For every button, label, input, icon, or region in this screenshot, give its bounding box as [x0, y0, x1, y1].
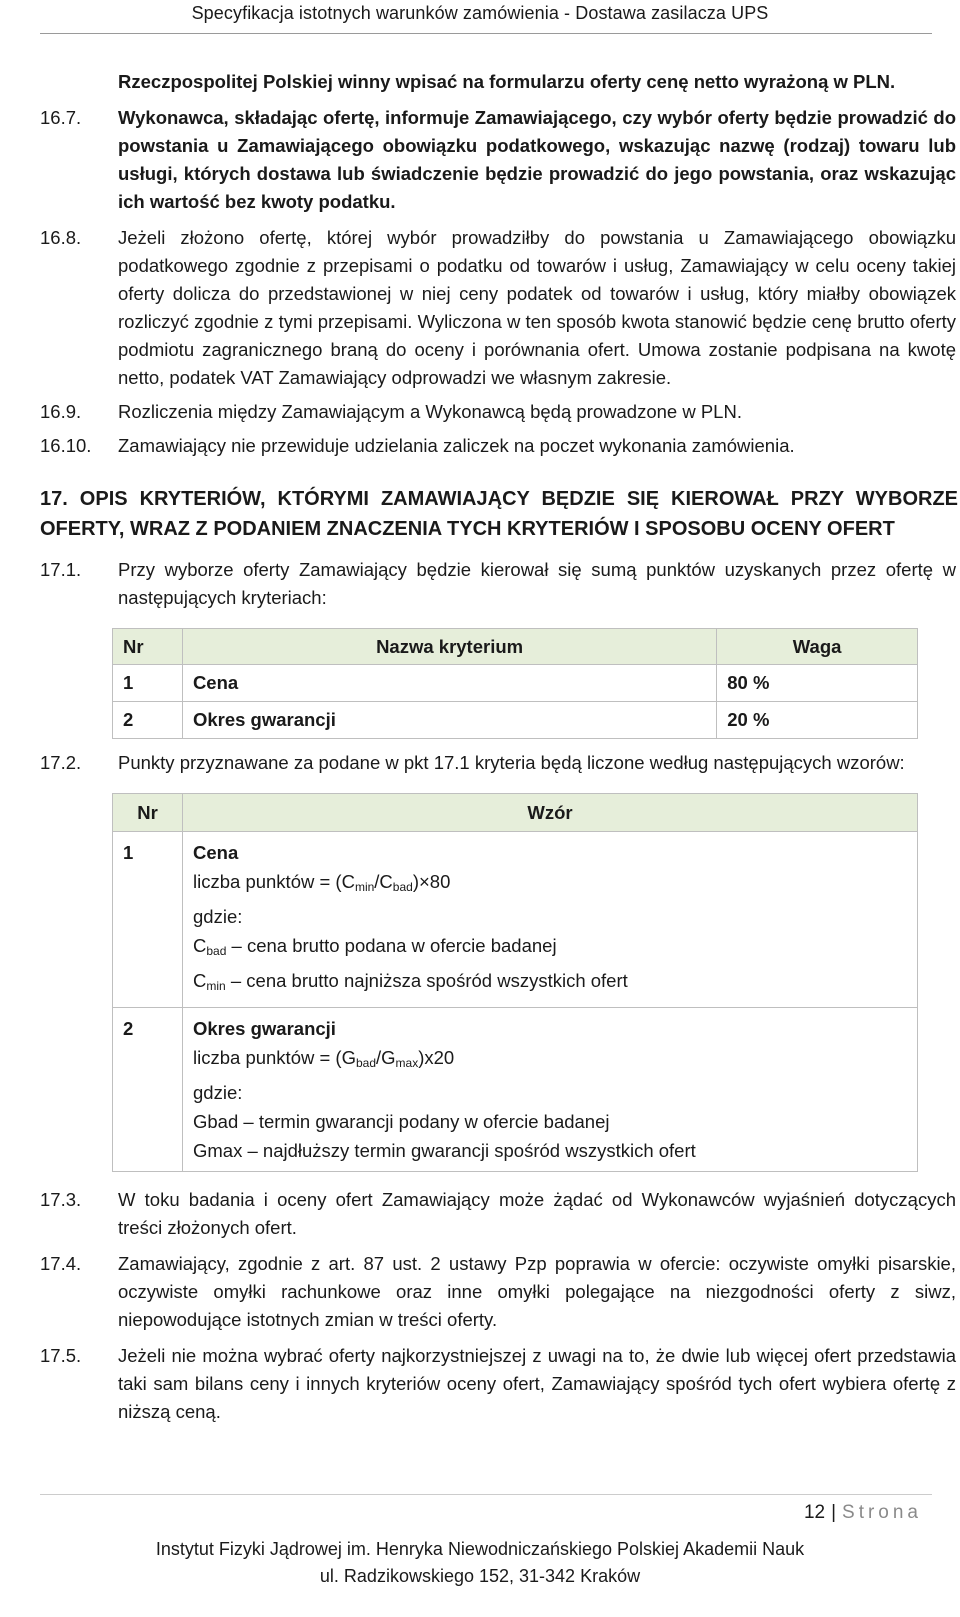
continuation-paragraph: Rzeczpospolitej Polskiej winny wpisać na formularzu oferty cenę netto wyrażoną w PLN. [118, 71, 896, 92]
header-nr: Nr [113, 629, 183, 665]
table-row [113, 1008, 918, 1172]
formula-where-label: gdzie: [193, 906, 243, 927]
formula-expression: liczba punktów = $(G_{bad}/G_{max})x20$ [193, 1047, 455, 1070]
paragraph-text: Zamawiający, zgodnie z art. 87 ust. 2 ustawy Pzp poprawia w ofercie: oczywiste omyłki pisarskie, oczywiste omyłki rachunkowe oraz inne omyłki polegające na niezgodności oferty z siwz, niepowodujące istotnych zmian w treści oferty. [118, 1253, 956, 1330]
cell-weight: 20 % [717, 702, 918, 739]
cell-criterion-name: Okres gwarancji [182, 702, 716, 739]
paragraph-number: 16.9. [40, 401, 82, 422]
formula-definition: Gbad – termin gwarancji podany w ofercie badanej [193, 1111, 610, 1132]
cell-formula [183, 832, 918, 1008]
header-weight: Waga [717, 629, 918, 665]
page-header [0, 0, 960, 30]
paragraph-17-3 [40, 1186, 958, 1242]
paragraph-text: W toku badania i oceny ofert Zamawiający może żądać od Wykonawców wyjaśnień dotyczących treści złożonych ofert. [118, 1189, 956, 1238]
paragraph-number: 16.8. [40, 227, 82, 248]
paragraph-16-10 [40, 432, 958, 460]
paragraph-16-9 [40, 398, 958, 426]
formula-title: Cena [193, 842, 239, 863]
footer-institution: Instytut Fizyki Jądrowej im. Henryka Niewodniczańskiego Polskiej Akademii Nauk [155, 1539, 805, 1559]
header-divider [40, 33, 932, 34]
table-row [113, 702, 918, 739]
formula-table [112, 793, 918, 1172]
page-word: Strona [842, 1502, 922, 1523]
paragraph-text: Jeżeli złożono ofertę, której wybór prowadziłby do powstania u Zamawiającego obowiązku podatkowego zgodnie z przepisami o podatku od towarów i usług, Zamawiający w celu oceny takiej oferty dolicza do przedstawionej w niej ceny podatek od towarów i usług, który miałby obowiązek rozliczyć zgodnie z tymi przepisami. Wyliczona w ten sposób kwota stanowić będzie cenę brutto oferty podmiotu zagranicznego braną do oceny i porównania ofert. Umowa zostanie podpisana na kwotę netto, podatek VAT Zamawiający odprowadzi we własnym zakresie. [118, 227, 956, 388]
paragraph-17-5 [40, 1342, 958, 1426]
paragraph-17-4 [40, 1250, 958, 1334]
paragraph-17-1 [40, 556, 958, 612]
paragraph-16-8 [40, 224, 958, 392]
cell-criterion-name: Cena [182, 665, 716, 702]
cell-nr: 2 [113, 702, 183, 739]
footer-address: ul. Radzikowskiego 152, 31-342 Kraków [319, 1566, 641, 1586]
formula-title: Okres gwarancji [193, 1018, 336, 1039]
formula-definition: Gmax – najdłuższy termin gwarancji spośród wszystkich ofert [193, 1140, 696, 1161]
formula-where-label: gdzie: [193, 1082, 243, 1103]
paragraph-text: Przy wyborze oferty Zamawiający będzie kierował się sumą punktów uzyskanych przez ofertę w następujących kryteriach: [118, 559, 956, 608]
table-row [113, 665, 918, 702]
cell-weight: 80 % [717, 665, 918, 702]
paragraph-number: 16.7. [40, 107, 82, 128]
header-criterion-name: Nazwa kryterium [182, 629, 716, 665]
header-formula: Wzór [183, 794, 918, 832]
paragraph-17-2 [40, 749, 958, 777]
table-header-row [113, 629, 918, 665]
paragraph-text: Punkty przyznawane za podane w pkt 17.1 kryteria będą liczone według następujących wzorów: [118, 752, 905, 773]
paragraph-text: Wykonawca, składając ofertę, informuje Zamawiającego, czy wybór oferty będzie prowadzić do powstania u Zamawiającego obowiązku podatkowego, wskazując nazwę (rodzaj) towaru lub usługi, których dostawa lub świadczenie będzie prowadzić do jego powstania, oraz wskazując ich wartość bez kwoty podatku. [118, 107, 956, 212]
cell-formula [183, 1008, 918, 1172]
header-nr: Nr [113, 794, 183, 832]
formula-expression: liczba punktów = $(C_{min}/C_{bad})\times 80$ [193, 871, 451, 894]
paragraph-number: 17.5. [40, 1345, 82, 1366]
page-footer [0, 1536, 960, 1590]
paragraph-number: 17.4. [40, 1253, 82, 1274]
footer-divider [40, 1494, 932, 1495]
paragraph-number: 17.3. [40, 1189, 82, 1210]
page-number [804, 1502, 922, 1524]
header-title: Specyfikacja istotnych warunków zamówienia - Dostawa zasilacza UPS [191, 3, 769, 23]
paragraph-number: 17.1. [40, 559, 82, 580]
formula-definition: $C_{min}$ – cena brutto najniższa spośród wszystkich ofert [193, 970, 628, 993]
section-17-heading: 17. OPIS KRYTERIÓW, KTÓRYMI ZAMAWIAJĄCY BĘDZIE SIĘ KIEROWAŁ PRZY WYBORZE OFERTY, WRAZ Z PODANIEM ZNACZENIA TYCH KRYTERIÓW I SPOSOBU OCENY OFERT [40, 488, 958, 540]
paragraph-number: 16.10. [40, 435, 92, 456]
cell-nr: 1 [113, 832, 183, 1008]
paragraph-text: Rozliczenia między Zamawiającym a Wykonawcą będą prowadzone w PLN. [118, 401, 742, 422]
table-header-row [113, 794, 918, 832]
document-body [40, 68, 958, 1426]
cell-nr: 2 [113, 1008, 183, 1172]
paragraph-number: 17.2. [40, 752, 82, 773]
formula-definition: $C_{bad}$ – cena brutto podana w ofercie badanej [193, 935, 557, 958]
page-number-value: 12 [803, 1502, 826, 1523]
cell-nr: 1 [113, 665, 183, 702]
paragraph-text: Jeżeli nie można wybrać oferty najkorzystniejszej z uwagi na to, że dwie lub więcej ofert przedstawia taki sam bilans ceny i innych kryteriów oceny ofert, Zamawiający spośród tych ofert wybiera ofertę z niższą ceną. [118, 1345, 956, 1422]
table-row [113, 832, 918, 1008]
page-number-separator: | [831, 1502, 837, 1523]
paragraph-text: Zamawiający nie przewiduje udzielania zaliczek na poczet wykonania zamówienia. [118, 435, 795, 456]
paragraph-16-7 [40, 104, 958, 216]
criteria-table [112, 628, 918, 739]
